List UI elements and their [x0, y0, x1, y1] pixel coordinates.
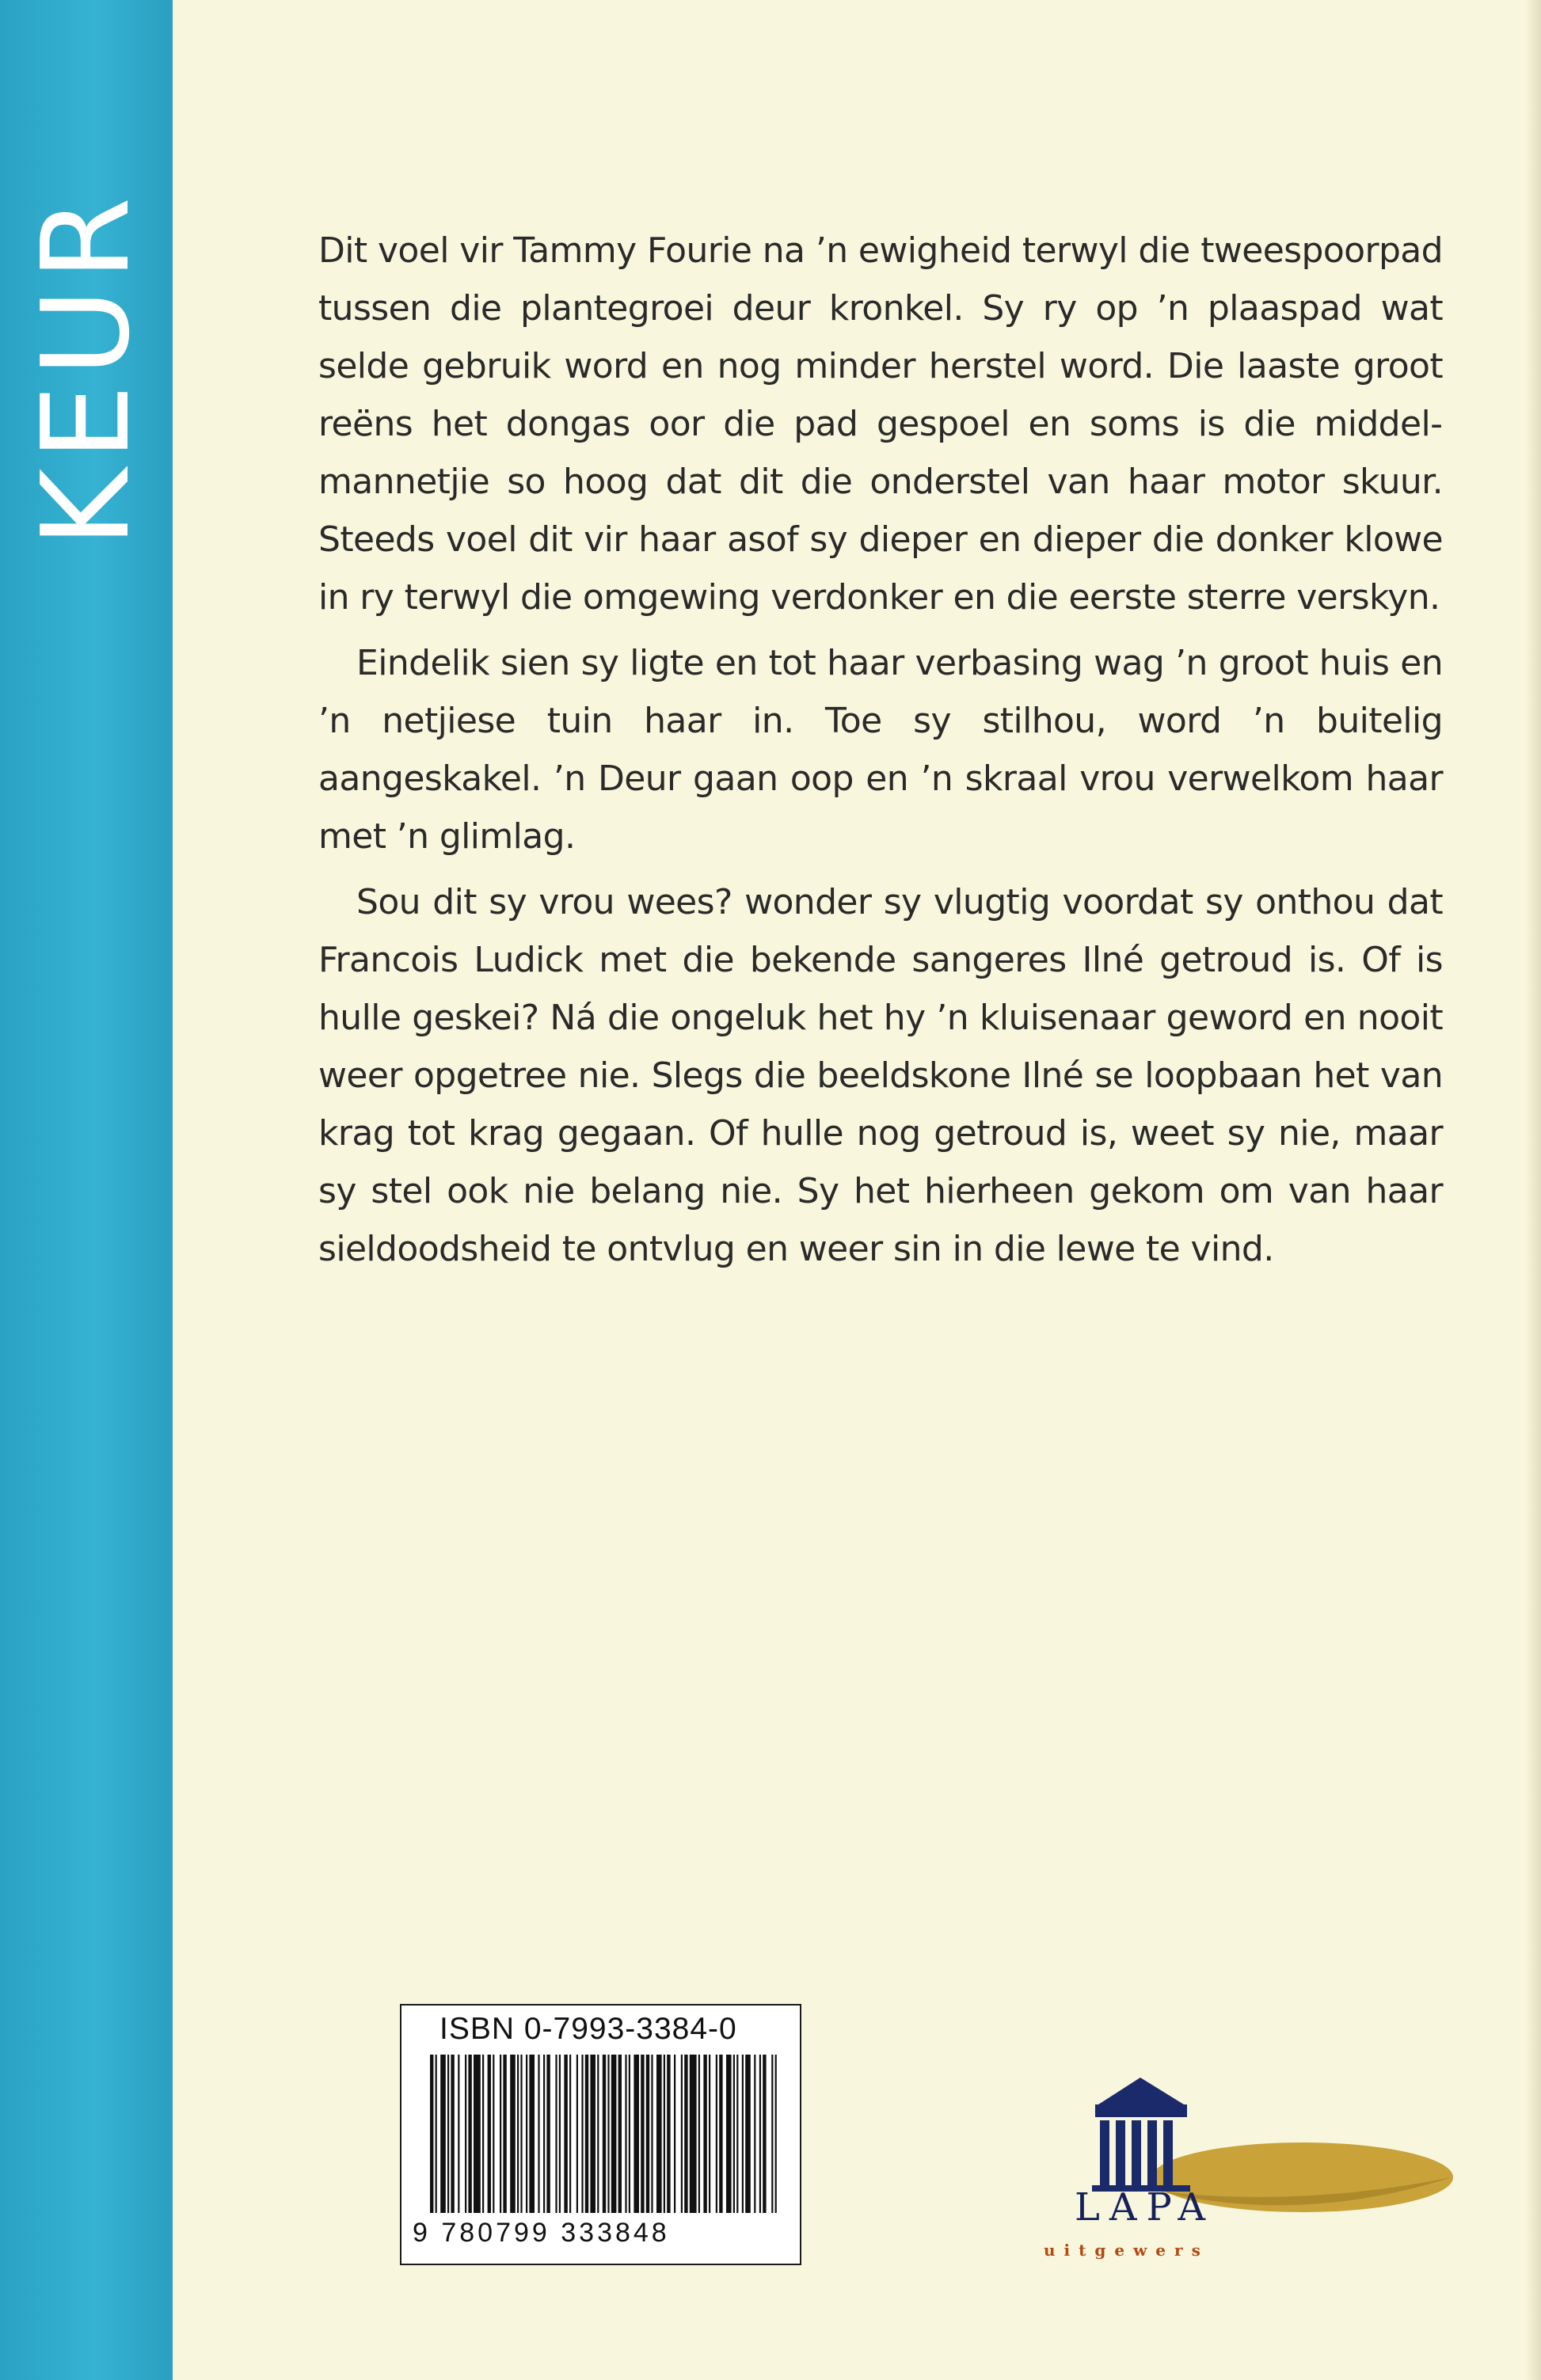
barcode-bar: [493, 2055, 494, 2213]
barcode-bar: [754, 2055, 755, 2213]
isbn-barcode-panel: [400, 2004, 801, 2265]
barcode-bar: [771, 2055, 773, 2213]
barcode-bar: [440, 2055, 446, 2213]
barcode-bar: [503, 2055, 506, 2213]
blurb-paragraph-3: Sou dit sy vrou wees? wonder sy vlugtig voordat sy onthou dat Francois Ludick met die bekende sangeres Ilné getroud is. Of is hulle geskei? Ná die ongeluk het hy ’n kluisenaar geword en nooit weer opgetree nie. Slegs die beeldskone Ilné se loopbaan het van krag tot krag gegaan. Of hulle nog getroud is, weet sy nie, maar sy stel ook nie belang nie. Sy het hierheen gekom om van haar sieldoodsheid te ontvlug en weer sin in die lewe te vind.: [318, 882, 1443, 1269]
barcode-bar: [529, 2055, 535, 2213]
barcode-bar: [674, 2055, 675, 2213]
barcode-bar: [607, 2055, 609, 2213]
publisher-subtitle: uitgewers: [1044, 2241, 1209, 2260]
isbn-number: ISBN 0-7993-3384-0: [439, 2012, 737, 2046]
logo-temple-column-4: [1147, 2120, 1157, 2185]
barcode-bar: [488, 2055, 491, 2213]
barcode-bar: [482, 2055, 484, 2213]
barcode-bar: [709, 2055, 710, 2213]
barcode-bar: [625, 2055, 626, 2213]
barcode-bar: [742, 2055, 744, 2213]
logo-temple-pediment: [1098, 2078, 1184, 2104]
barcode-bar: [698, 2055, 700, 2213]
blurb-paragraph-1: Dit voel vir Tammy Fourie na ’n ewigheid terwyl die tweespoorpad tussen die plantegroei deur kronkel. Sy ry op ’n plaaspad wat selde gebruik word en nog minder herstel word. Die laaste groot reëns het dongas oor die pad gespoel en soms is die middelmannetjie so hoog dat dit die onderstel van haar motor skuur. Steeds voel dit vir haar asof sy dieper en dieper die donker klowe in ry terwyl die omgewing verdonker en die eerste sterre verskyn.: [318, 230, 1443, 618]
barcode-bar: [716, 2055, 717, 2213]
barcode-bar: [517, 2055, 519, 2213]
logo-temple-column-2: [1116, 2120, 1125, 2185]
barcode-bar: [538, 2055, 539, 2213]
barcode-bar: [603, 2055, 606, 2213]
barcode-bar: [543, 2055, 545, 2213]
logo-temple-column-1: [1100, 2120, 1109, 2185]
barcode-bar: [690, 2055, 697, 2213]
barcode-bar: [775, 2055, 777, 2213]
barcode-bar: [681, 2055, 683, 2213]
ean-digits: 9 780799 333848: [413, 2218, 670, 2248]
publisher-name: LAPA: [1075, 2185, 1216, 2230]
barcode-bar: [585, 2055, 588, 2213]
barcode-bar: [667, 2055, 670, 2213]
barcode-bar: [763, 2055, 766, 2213]
barcode-bar: [564, 2055, 567, 2213]
barcode-bar: [436, 2055, 437, 2213]
barcode-bar: [611, 2055, 617, 2213]
barcode-bar: [526, 2055, 527, 2213]
barcode-bar: [520, 2055, 522, 2213]
logo-temple-column-5: [1163, 2120, 1173, 2185]
barcode-bar: [510, 2055, 516, 2213]
barcode-bar: [458, 2055, 459, 2213]
logo-temple-column-3: [1132, 2120, 1141, 2185]
barcode-bar: [641, 2055, 644, 2213]
barcode-bar: [569, 2055, 571, 2213]
blurb-paragraph-2: Eindelik sien sy ligte en tot haar verbasing wag ’n groot huis en ’n netjiese tuin haar in. Toe sy stilhou, word ’n buitelig aangeskakel. ’n Deur gaan oop en ’n skraal vrou verwelkom haar met ’n glimlag.: [318, 643, 1443, 857]
barcode-bar: [745, 2055, 751, 2213]
cover-edge-shadow: [1525, 0, 1541, 2380]
barcode-bar: [634, 2055, 639, 2213]
barcode-bar: [451, 2055, 454, 2213]
logo-temple-entablature: [1095, 2104, 1187, 2117]
barcode-bar: [546, 2055, 550, 2213]
barcode-bar: [726, 2055, 732, 2213]
barcode-bar: [656, 2055, 662, 2213]
barcode-bar: [646, 2055, 649, 2213]
barcode-bar: [447, 2055, 449, 2213]
barcode-bars: [430, 2055, 778, 2213]
barcode-bar: [500, 2055, 501, 2213]
barcode-bar: [597, 2055, 599, 2213]
barcode-bar: [590, 2055, 595, 2213]
barcode-bar: [465, 2055, 466, 2213]
barcode-bar: [733, 2055, 735, 2213]
barcode-bar: [576, 2055, 578, 2213]
barcode-bar: [555, 2055, 557, 2213]
barcode-bar: [719, 2055, 722, 2213]
barcode-bar: [703, 2055, 706, 2213]
barcode-bar: [474, 2055, 481, 2213]
series-title: KEUR: [16, 188, 156, 548]
barcode-bar: [664, 2055, 665, 2213]
back-cover-blurb: [318, 222, 1443, 1286]
barcode-bar: [651, 2055, 653, 2213]
barcode-bar: [430, 2055, 433, 2213]
barcode-bar: [468, 2055, 471, 2213]
barcode-bar: [684, 2055, 687, 2213]
barcode-bar: [736, 2055, 738, 2213]
spine-band: [0, 0, 173, 2380]
barcode-bar: [559, 2055, 561, 2213]
barcode-bar: [759, 2055, 761, 2213]
barcode-bar: [618, 2055, 622, 2213]
barcode-bar: [581, 2055, 583, 2213]
barcode-bar: [629, 2055, 630, 2213]
